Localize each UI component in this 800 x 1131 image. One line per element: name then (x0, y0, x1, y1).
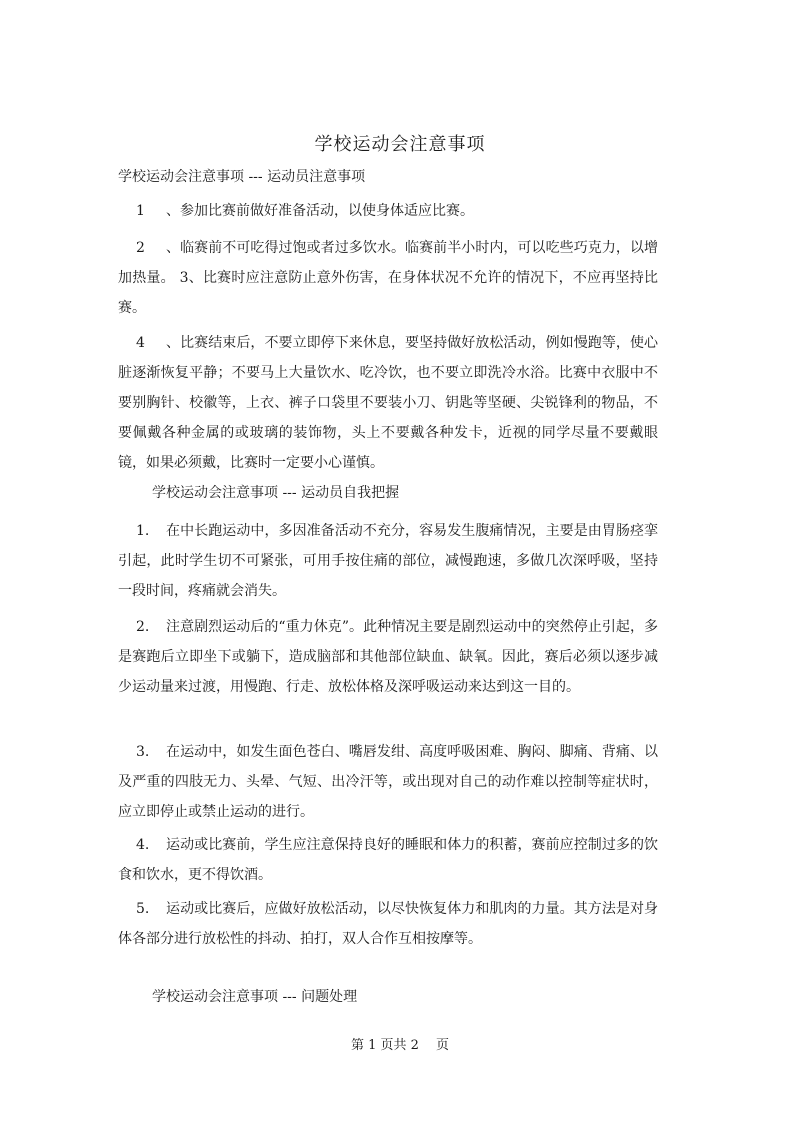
item-text: 注意剧烈运动后的“重力休克”。此种情况主要是剧烈运动中的突然停止引起，多是赛跑后立即坐下或躺下，造成脑部和其他部位缺血、缺氧。因此，赛后必须以逐步减少运动量来过渡，用慢跑、行走、放松体格及深呼吸运动来达到这一目的。 (118, 619, 658, 695)
item-text: 在中长跑运动中，多因准备活动不充分，容易发生腹痛情况，主要是由胃肠痉挛引起，此时学生切不可紧张，可用手按住痛的部位，减慢跑速，多做几次深呼吸，坚持一段时间，疼痛就会消失。 (118, 523, 658, 599)
section-heading-athlete-notes: 学校运动会注意事项 --- 运动员注意事项 (118, 169, 366, 185)
item-text: 运动或比赛前，学生应注意保持良好的睡眠和体力的积蓄，赛前应控制过多的饮食和饮水，更不得饮酒。 (118, 837, 658, 883)
item-text: 、临赛前不可吃得过饱或者过多饮水。临赛前半小时内，可以吃些巧克力，以增加热量。 3、比赛时应注意防止意外伤害，在身体状况不允许的情况下，不应再坚持比赛。 (118, 240, 658, 316)
paragraph-self-4 (118, 830, 658, 890)
item-number: 2 (136, 240, 145, 256)
document-title: 学校运动会注意事项 (314, 134, 486, 155)
item-text: 在运动中，如发生面色苍白、嘴唇发绀、高度呼吸困难、胸闷、脚痛、背痛、以及严重的四肢无力、头晕、气短、出冷汗等，或出现对自己的动作难以控制等症状时，应立即停止或禁止运动的进行。 (118, 744, 658, 820)
paragraph-item-2 (118, 233, 658, 323)
paragraph-self-5 (118, 894, 658, 954)
item-text: 运动或比赛后，应做好放松活动，以尽快恢复体力和肌肉的力量。其方法是对身体各部分进行放松性的抖动、拍打，双人合作互相按摩等。 (118, 901, 658, 947)
item-number: 4 (136, 335, 145, 351)
paragraph-self-1 (118, 516, 658, 606)
item-text: 、比赛结束后，不要立即停下来休息，要坚持做好放松活动，例如慢跑等，使心脏逐渐恢复平静；不要马上大量饮水、吃冷饮，也不要立即洗冷水浴。比赛中衣服中不要别胸针、校徽等，上衣、裤子口袋里不要装小刀、钥匙等坚硬、尖锐锋利的物品，不要佩戴各种金属的或玻璃的装饰物，头上不要戴各种发卡，近视的同学尽量不要戴眼镜，如果必须戴，比赛时一定要小心谨慎。 (118, 335, 658, 471)
paragraph-item-1 (118, 196, 658, 226)
item-number: 3. (136, 744, 150, 760)
item-number: 1 (136, 203, 145, 219)
section-heading-problem-handling: 学校运动会注意事项 --- 问题处理 (152, 989, 358, 1005)
page-footer: 第 1 页共 2 页 (350, 1038, 450, 1053)
item-text: 、参加比赛前做好准备活动，以使身体适应比赛。 (166, 203, 474, 219)
paragraph-self-2 (118, 612, 658, 702)
section-heading-self-control: 学校运动会注意事项 --- 运动员自我把握 (152, 485, 400, 501)
item-number: 4. (136, 837, 150, 853)
paragraph-item-4 (118, 328, 658, 478)
paragraph-self-3 (118, 737, 658, 827)
item-number: 5. (136, 901, 150, 917)
item-number: 1. (136, 523, 150, 539)
item-number: 2. (136, 619, 150, 635)
